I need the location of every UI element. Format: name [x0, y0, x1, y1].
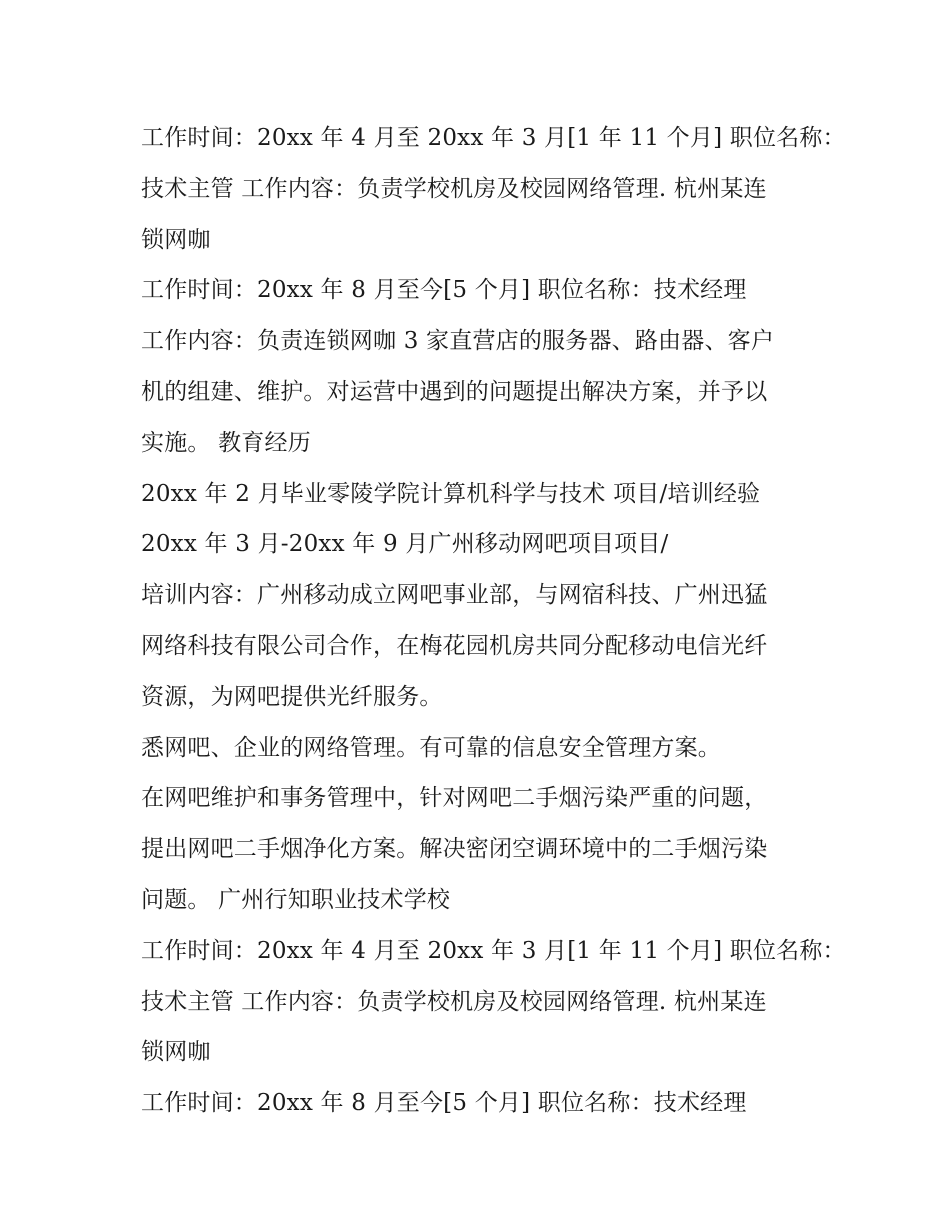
text-line-achievement: 提出网吧二手烟净化方案。解决密闭空调环境中的二手烟污染 [141, 836, 768, 863]
text-line-company: 锁网咖 [141, 226, 211, 253]
text-line-training-content: 网络科技有限公司合作，在梅花园机房共同分配移动电信光纤 [141, 632, 768, 659]
text-line-education: 20xx 年 2 月毕业零陵学院计算机科学与技术 项目/培训经验 [141, 480, 761, 507]
text-line-school: 问题。 广州行知职业技术学校 [141, 886, 451, 913]
document-body [141, 113, 846, 1129]
text-line-job-content: 机的组建、维护。对运营中遇到的问题提出解决方案，并予以 [141, 378, 768, 405]
text-line-work-period: 工作时间：20xx 年 8 月至今[5 个月] 职位名称：技术经理 [141, 277, 747, 304]
text-line-training-content: 资源，为网吧提供光纤服务。 [141, 683, 443, 710]
text-line-project: 20xx 年 3 月-20xx 年 9 月广州移动网吧项目项目/ [141, 531, 669, 558]
text-line-work-period: 工作时间：20xx 年 4 月至 20xx 年 3 月[1 年 11 个月] 职位名称： [141, 125, 846, 151]
text-line-training-content: 培训内容：广州移动成立网吧事业部，与网宿科技、广州迅猛 [141, 582, 768, 609]
text-line-achievement: 在网吧维护和事务管理中，针对网吧二手烟污染严重的问题， [141, 785, 768, 812]
text-line-work-period: 工作时间：20xx 年 4 月至 20xx 年 3 月[1 年 11 个月] 职位名称： [141, 937, 846, 964]
text-line-job-content: 技术主管 工作内容：负责学校机房及校园网络管理. 杭州某连 [141, 175, 767, 202]
text-line-skills: 悉网吧、企业的网络管理。有可靠的信息安全管理方案。 [141, 734, 721, 761]
text-line-job-content: 技术主管 工作内容：负责学校机房及校园网络管理. 杭州某连 [141, 988, 767, 1015]
text-line-company: 锁网咖 [141, 1039, 211, 1066]
text-line-job-content: 工作内容：负责连锁网咖 3 家直营店的服务器、路由器、客户 [141, 328, 775, 355]
text-line-education-heading: 实施。 教育经历 [141, 429, 311, 456]
text-line-work-period: 工作时间：20xx 年 8 月至今[5 个月] 职位名称：技术经理 [141, 1090, 747, 1117]
